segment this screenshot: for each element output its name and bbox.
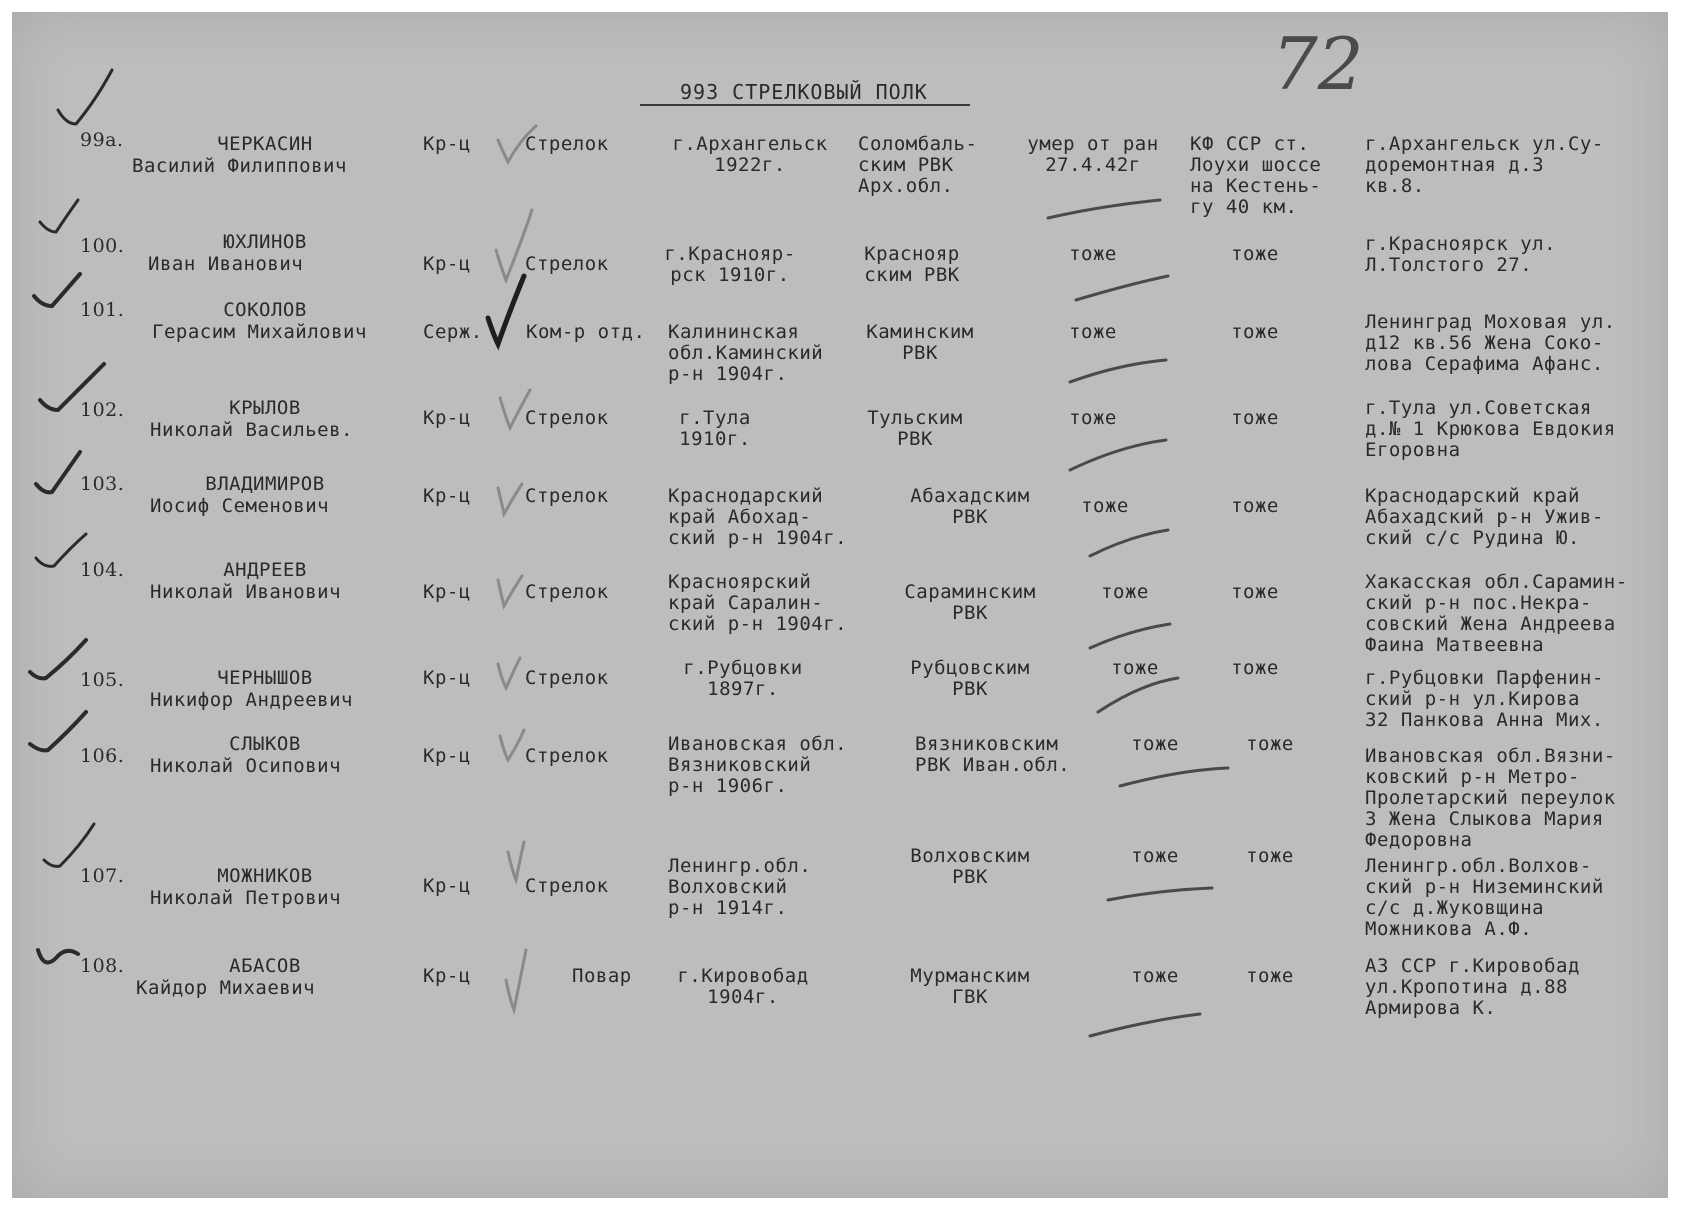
entry-rank: Кр-ц [423,407,471,429]
entry-place: тоже [1246,733,1294,755]
entry-birth: г.Архангельск 1922г. [672,133,828,176]
entry-address: г.Красноярск ул. Л.Толстого 27. [1365,233,1557,276]
entry-rank: Кр-ц [423,133,471,155]
entry-post: Стрелок [525,875,609,897]
entry-rvk: Тульским РВК [867,407,963,450]
entry-place: тоже [1231,657,1279,679]
entry-fate: тоже [1111,657,1159,679]
entry-address: Ивановская обл.Вязни- ковский р-н Метро- Пролетарский переулок 3 Жена Слыкова Мария Федоровна [1365,745,1616,851]
entry-birth: Калининская обл.Каминский р-н 1904г. [668,321,824,385]
entry-surname: СОКОЛОВ [223,299,307,321]
entry-rvk: Каминским РВК [866,321,974,364]
entry-given-names: Герасим Михайлович [152,321,367,343]
entry-fate: тоже [1069,321,1117,343]
entry-surname: ЧЕРНЫШОВ [217,667,313,689]
entry-post: Стрелок [525,581,609,603]
entry-fate: тоже [1081,495,1129,517]
entry-address: г.Рубцовки Парфенин- ский р-н ул.Кирова 32 Панкова Анна Мих. [1365,667,1604,731]
entry-number: 102. [80,399,125,421]
entry-address: Ленинград Моховая ул. д12 кв.56 Жена Соко- лова Серафима Афанс. [1365,311,1616,375]
entry-fate: тоже [1069,407,1117,429]
entry-place: тоже [1231,495,1279,517]
entry-place: тоже [1231,407,1279,429]
entry-number: 100. [80,235,125,257]
entry-place: тоже [1246,965,1294,987]
entry-birth: г.Краснояр- рск 1910г. [664,243,796,286]
entry-number: 104. [80,559,125,581]
entry-post: Стрелок [525,667,609,689]
entry-number: 108. [80,955,125,977]
entry-rank: Кр-ц [423,581,471,603]
entry-surname: ЮХЛИНОВ [223,231,307,253]
entry-rvk: Волховским РВК [910,845,1030,888]
entry-number: 99а. [80,129,124,151]
entry-address: Хакасская обл.Сарамин- ский р-н пос.Некра- совский Жена Андреева Фаина Матвеевна [1365,571,1628,656]
entry-post: Повар [572,965,632,987]
entry-fate: умер от ран 27.4.42г [1027,133,1159,176]
entry-number: 106. [80,745,125,767]
entry-rank: Кр-ц [423,875,471,897]
entry-given-names: Василий Филиппович [132,155,347,177]
entry-number: 101. [80,299,125,321]
entry-birth: Краснодарский край Абохад- ский р-н 1904г. [668,485,848,549]
entry-given-names: Николай Петрович [150,887,342,909]
entry-rvk: Сараминским РВК [904,581,1036,624]
entry-surname: МОЖНИКОВ [217,865,313,887]
entry-given-names: Кайдор Михаевич [136,977,316,999]
entry-rvk: Соломбаль- ским РВК Арх.обл. [858,133,978,197]
regiment-heading: 993 СТРЕЛКОВЫЙ ПОЛК [680,80,928,104]
entry-address: г.Тула ул.Советская д.№ 1 Крюкова Евдокия Егоровна [1365,397,1616,461]
entry-surname: СЛЫКОВ [229,733,301,755]
entry-surname: АНДРЕЕВ [223,559,307,581]
entry-given-names: Иван Иванович [148,253,304,275]
entry-given-names: Николай Васильев. [150,419,353,441]
entry-post: Стрелок [525,407,609,429]
entry-fate: тоже [1069,243,1117,265]
entry-surname: КРЫЛОВ [229,397,301,419]
entry-rank: Кр-ц [423,745,471,767]
entry-rank: Кр-ц [423,485,471,507]
entry-post: Ком-р отд. [526,321,646,343]
entry-fate: тоже [1131,965,1179,987]
entry-number: 103. [80,473,125,495]
entry-post: Стрелок [525,745,609,767]
entry-rvk: Абахадским РВК [910,485,1030,528]
entry-place: тоже [1246,845,1294,867]
entry-birth: Ивановская обл. Вязниковский р-н 1906г. [668,733,848,797]
entry-place: тоже [1231,243,1279,265]
entry-post: Стрелок [525,253,609,275]
entry-rank: Кр-ц [423,965,471,987]
entry-given-names: Иосиф Семенович [150,495,330,517]
entry-number: 107. [80,865,125,887]
entry-address: Краснодарский край Абахадский р-н Ужив- ский с/с Рудина Ю. [1365,485,1604,549]
heading-underline [640,104,970,106]
entry-birth: Красноярский край Саралин- ский р-н 1904г. [668,571,848,635]
entry-surname: АБАСОВ [229,955,301,977]
entry-fate: тоже [1131,733,1179,755]
entry-rank: Серж. [423,321,483,343]
entry-place: КФ ССР ст. Лоухи шоссе на Кестень- гу 40 км. [1190,133,1322,218]
entry-address: АЗ ССР г.Кировобад ул.Кропотина д.88 Армирова К. [1365,955,1580,1019]
entry-post: Стрелок [525,485,609,507]
entry-birth: г.Тула 1910г. [679,407,751,450]
entry-surname: ВЛАДИМИРОВ [205,473,325,495]
entry-rank: Кр-ц [423,667,471,689]
entry-address: г.Архангельск ул.Су- доремонтная д.3 кв.8. [1365,133,1604,197]
entry-rank: Кр-ц [423,253,471,275]
entry-rvk: Краснояр ским РВК [864,243,960,286]
entry-address: Ленингр.обл.Волхов- ский р-н Низеминский с/с д.Жуковщина Можникова А.Ф. [1365,855,1604,940]
entry-birth: Ленингр.обл. Волховский р-н 1914г. [668,855,812,919]
entry-post: Стрелок [525,133,609,155]
handwritten-page-number: 72 [1272,22,1364,106]
entry-birth: г.Кировобад 1904г. [677,965,809,1008]
entry-rvk: Рубцовским РВК [910,657,1030,700]
entry-surname: ЧЕРКАСИН [217,133,313,155]
entry-rvk: Мурманским ГВК [910,965,1030,1008]
entry-given-names: Николай Осипович [150,755,342,777]
entry-rvk: Вязниковским РВК Иван.обл. [915,733,1071,776]
entry-place: тоже [1231,321,1279,343]
entry-birth: г.Рубцовки 1897г. [683,657,803,700]
entry-place: тоже [1231,581,1279,603]
entry-given-names: Никифор Андреевич [150,689,353,711]
entry-given-names: Николай Иванович [150,581,342,603]
entry-number: 105. [80,669,125,691]
entry-fate: тоже [1101,581,1149,603]
entry-fate: тоже [1131,845,1179,867]
